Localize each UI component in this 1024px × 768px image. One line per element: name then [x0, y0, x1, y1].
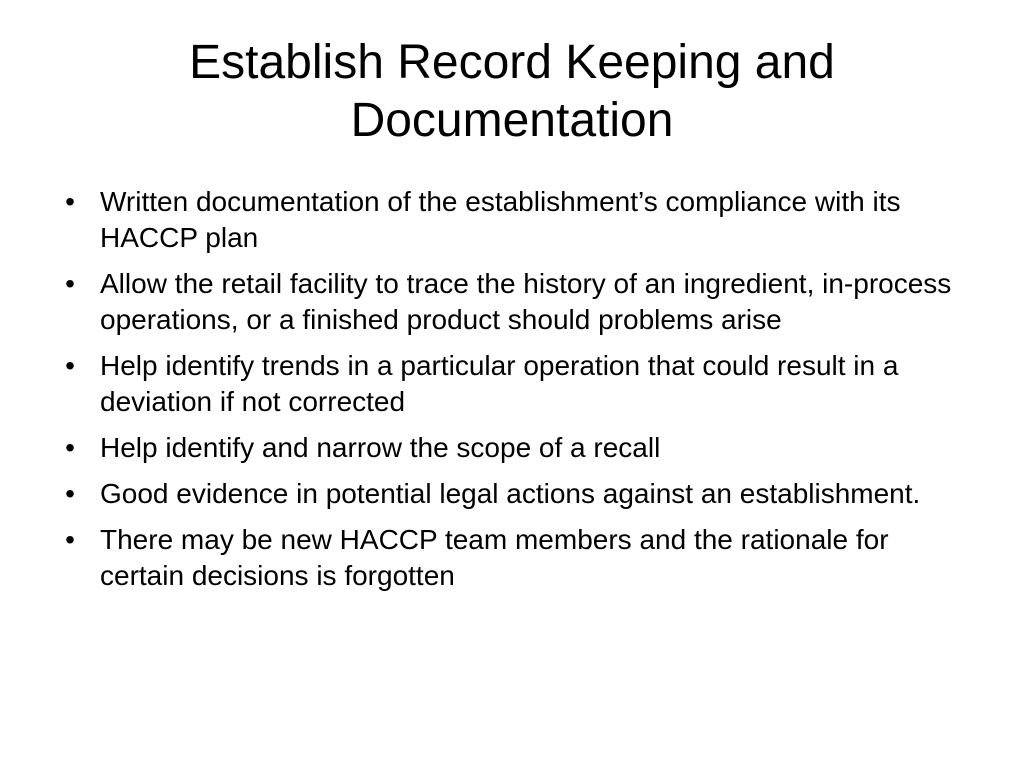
- bullet-icon: •: [65, 478, 75, 509]
- bullet-icon: •: [65, 268, 75, 299]
- slide-title: Establish Record Keeping and Documentation: [189, 36, 835, 147]
- bullet-item: [60, 266, 960, 338]
- bullet-item: [60, 348, 960, 420]
- bullet-icon: •: [65, 186, 75, 217]
- bullet-icon: •: [65, 350, 75, 381]
- bullet-text: Allow the retail facility to trace the history of an ingredient, in-process operations, or a finished product should problems arise: [100, 268, 952, 335]
- bullet-item: [60, 430, 960, 466]
- bullet-icon: •: [65, 524, 75, 555]
- bullet-item: [60, 476, 960, 512]
- bullet-icon: •: [65, 432, 75, 463]
- bullet-item: [60, 184, 960, 256]
- bullet-list: [60, 184, 960, 604]
- bullet-text: Written documentation of the establishment’s compliance with its HACCP plan: [100, 186, 901, 253]
- bullet-text: There may be new HACCP team members and the rationale for certain decisions is forgotten: [100, 524, 889, 591]
- bullet-text: Help identify trends in a particular operation that could result in a deviation if not corrected: [100, 350, 899, 417]
- bullet-text: Good evidence in potential legal actions against an establishment.: [100, 478, 921, 509]
- bullet-item: [60, 522, 960, 594]
- bullet-text: Help identify and narrow the scope of a recall: [100, 432, 661, 463]
